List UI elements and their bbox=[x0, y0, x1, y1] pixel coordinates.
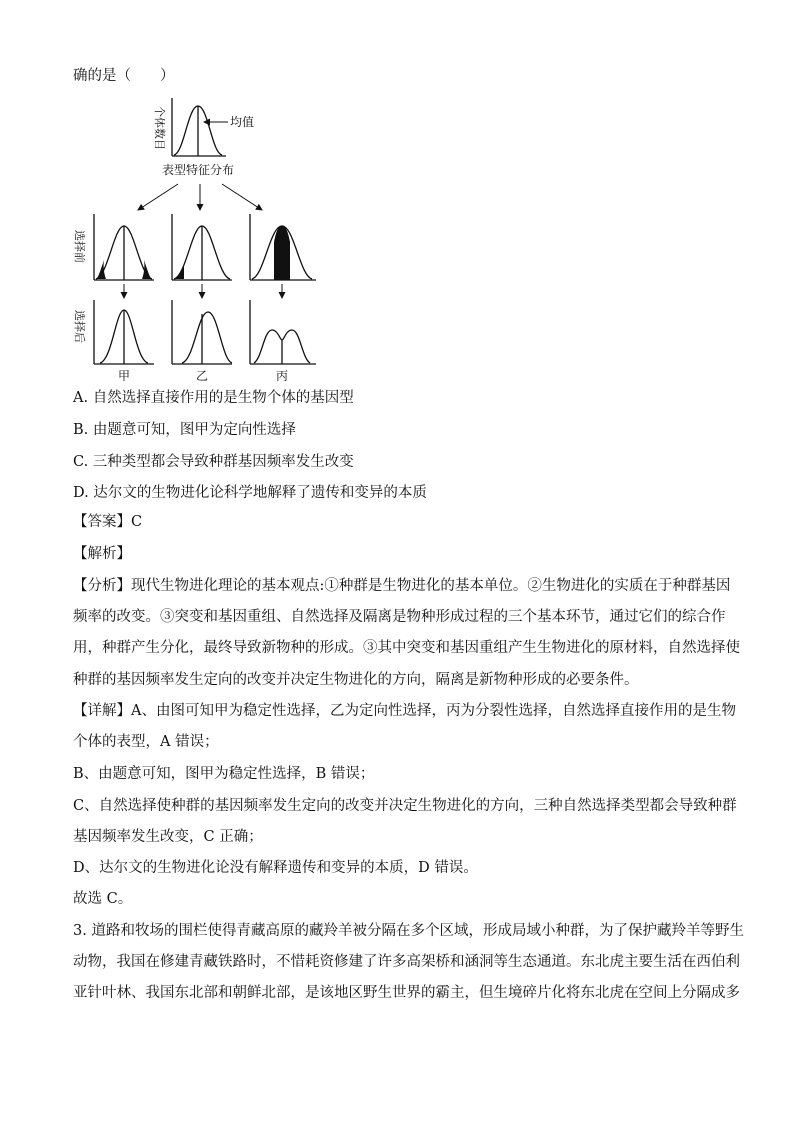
panel-bing-after bbox=[250, 300, 316, 364]
text-line: 种群的基因频率发生定向的改变并决定生物进化的方向，隔离是新物种形成的必要条件。 bbox=[73, 672, 639, 688]
top-distribution-plot bbox=[153, 98, 254, 177]
text-line: 用，种群产生分化，最终导致新物种的形成。③其中突变和基因重组产生生物进化的原材料，自然选择使 bbox=[73, 640, 740, 656]
mean-label: 均值 bbox=[230, 115, 255, 129]
option-c: C. 三种类型都会导致种群基因频率发生改变 bbox=[73, 454, 354, 470]
panel-bing-before bbox=[250, 214, 316, 280]
text-line: 3. 道路和牧场的围栏使得青藏高原的藏羚羊被分隔在多个区域，形成局域小种群，为了保护藏羚羊等野生 bbox=[73, 923, 744, 939]
question-stem-tail: 确的是（ ） bbox=[73, 68, 175, 84]
text-line: D、达尔文的生物进化论没有解释遗传和变异的本质，D 错误。 bbox=[73, 860, 478, 876]
text-line: 动物，我国在修建青藏铁路时，不惜耗资修建了许多高架桥和涵洞等生态通道。东北虎主要生活在西伯利 bbox=[73, 954, 740, 970]
text-line: 频率的改变。③突变和基因重组、自然选择及隔离是物种形成过程的三个基本环节，通过它们的综合作 bbox=[73, 609, 726, 625]
option-d: D. 达尔文的生物进化论科学地解释了遗传和变异的本质 bbox=[73, 485, 427, 501]
text-line: 【详解】A、由图可知甲为稳定性选择，乙为定向性选择，丙为分裂性选择，自然选择直接作用的是生物 bbox=[73, 703, 736, 719]
panel-label-bing: 丙 bbox=[276, 369, 289, 383]
panel-label-jia: 甲 bbox=[118, 369, 131, 383]
text-line: 个体的表型，A 错误； bbox=[73, 734, 219, 750]
analysis-heading: 【解析】 bbox=[73, 546, 131, 562]
text-line: B、由题意可知，图甲为稳定性选择，B 错误； bbox=[73, 766, 375, 782]
arrow-to-panel-1 bbox=[138, 184, 178, 210]
panel-yi-before bbox=[172, 214, 232, 280]
text-line: 亚针叶林、我国东北部和朝鲜北部，是该地区野生世界的霸主，但生境碎片化将东北虎在空间上分隔成多 bbox=[73, 985, 740, 1001]
answer: 【答案】C bbox=[73, 514, 143, 530]
arrow-to-panel-3 bbox=[222, 184, 262, 210]
panel-yi-after bbox=[172, 300, 232, 364]
text-line: 故选 C。 bbox=[73, 891, 133, 907]
option-b: B. 由题意可知，图甲为定向性选择 bbox=[73, 422, 296, 438]
option-a: A. 自然选择直接作用的是生物个体的基因型 bbox=[73, 390, 354, 406]
panel-label-yi: 乙 bbox=[196, 369, 209, 383]
selection-types-figure bbox=[70, 92, 330, 384]
x-axis-label: 表型特征分布 bbox=[162, 163, 235, 177]
text-line: 【分析】现代生物进化理论的基本观点:①种群是生物进化的基本单位。②生物进化的实质在于种群基因 bbox=[73, 578, 731, 594]
panel-jia-before bbox=[94, 214, 154, 280]
y-axis-label: 个体数目 bbox=[153, 106, 166, 150]
after-selection-label: 选择后 bbox=[73, 310, 86, 343]
before-selection-label: 选择前 bbox=[73, 230, 86, 263]
text-line: 基因频率发生改变，C 正确； bbox=[73, 829, 263, 845]
panel-jia-after bbox=[94, 300, 154, 364]
text-line: C、自然选择使种群的基因频率发生定向的改变并决定生物进化的方向，三种自然选择类型都会导致种群 bbox=[73, 798, 737, 814]
